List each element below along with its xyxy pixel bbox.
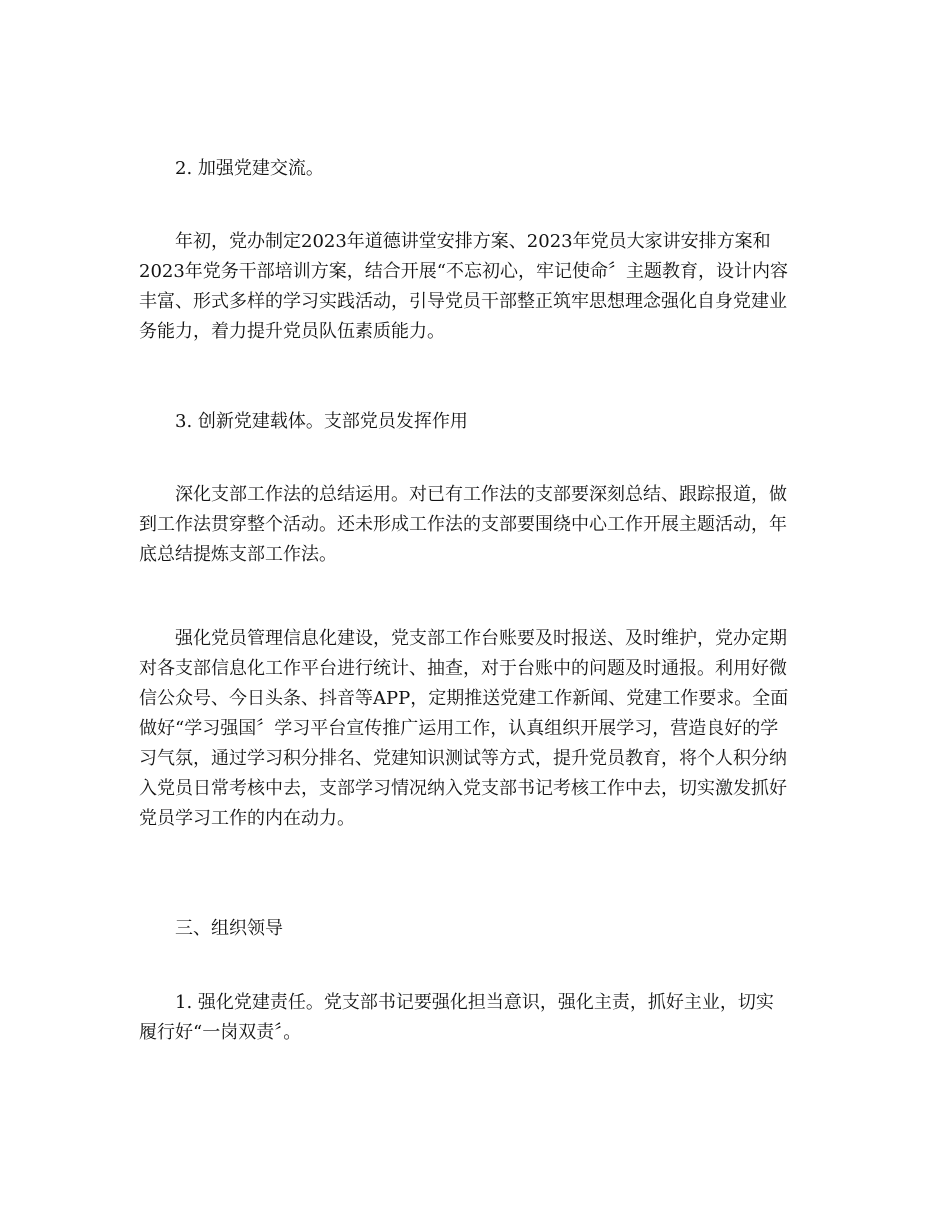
heading-strengthen-exchange: 2. 加强党建交流。 bbox=[175, 158, 324, 179]
paragraph-line: 1. 强化党建责任。党支部书记要强化担当意识，强化主责，抓好主业，切实 bbox=[175, 992, 774, 1013]
paragraph-annual-plans bbox=[139, 227, 819, 347]
paragraph-informatization bbox=[139, 624, 819, 834]
paragraph-work-method bbox=[139, 480, 819, 570]
heading-innovate-carrier: 3. 创新党建载体。支部党员发挥作用 bbox=[175, 411, 468, 432]
paragraph-line: 务能力，着力提升党员队伍素质能力。 bbox=[139, 321, 445, 342]
paragraph-line: 做好“学习强国〞学习平台宣传推广运用工作，认真组织开展学习，营造良好的学 bbox=[139, 718, 779, 739]
paragraph-party-responsibility bbox=[139, 988, 819, 1048]
heading-organization-leadership: 三、组织领导 bbox=[175, 918, 283, 939]
paragraph-line: 党员学习工作的内在动力。 bbox=[139, 808, 355, 829]
paragraph-line: 年初，党办制定2023年道德讲堂安排方案、2023年党员大家讲安排方案和 bbox=[175, 231, 771, 252]
paragraph-line: 到工作法贯穿整个活动。还未形成工作法的支部要围绕中心工作开展主题活动，年 bbox=[139, 514, 787, 535]
paragraph-line: 入党员日常考核中去，支部学习情况纳入党支部书记考核工作中去，切实激发抓好 bbox=[139, 778, 787, 799]
paragraph-line: 习气氛，通过学习积分排名、党建知识测试等方式，提升党员教育，将个人积分纳 bbox=[139, 748, 787, 769]
paragraph-line: 2023年党务干部培训方案，结合开展“不忘初心，牢记使命〞主题教育，设计内容 bbox=[139, 261, 789, 282]
paragraph-line: 丰富、形式多样的学习实践活动，引导党员干部整正筑牢思想理念强化自身党建业 bbox=[139, 291, 787, 312]
paragraph-line: 信公众号、今日头条、抖音等APP，定期推送党建工作新闻、党建工作要求。全面 bbox=[139, 688, 789, 709]
paragraph-line: 履行好“一岗双责〞。 bbox=[139, 1022, 302, 1043]
paragraph-line: 对各支部信息化工作平台进行统计、抽查，对于台账中的问题及时通报。利用好微 bbox=[139, 658, 787, 679]
paragraph-line: 深化支部工作法的总结运用。对已有工作法的支部要深刻总结、跟踪报道，做 bbox=[175, 484, 787, 505]
paragraph-line: 底总结提炼支部工作法。 bbox=[139, 544, 337, 565]
paragraph-line: 强化党员管理信息化建设，党支部工作台账要及时报送、及时维护，党办定期 bbox=[175, 628, 787, 649]
